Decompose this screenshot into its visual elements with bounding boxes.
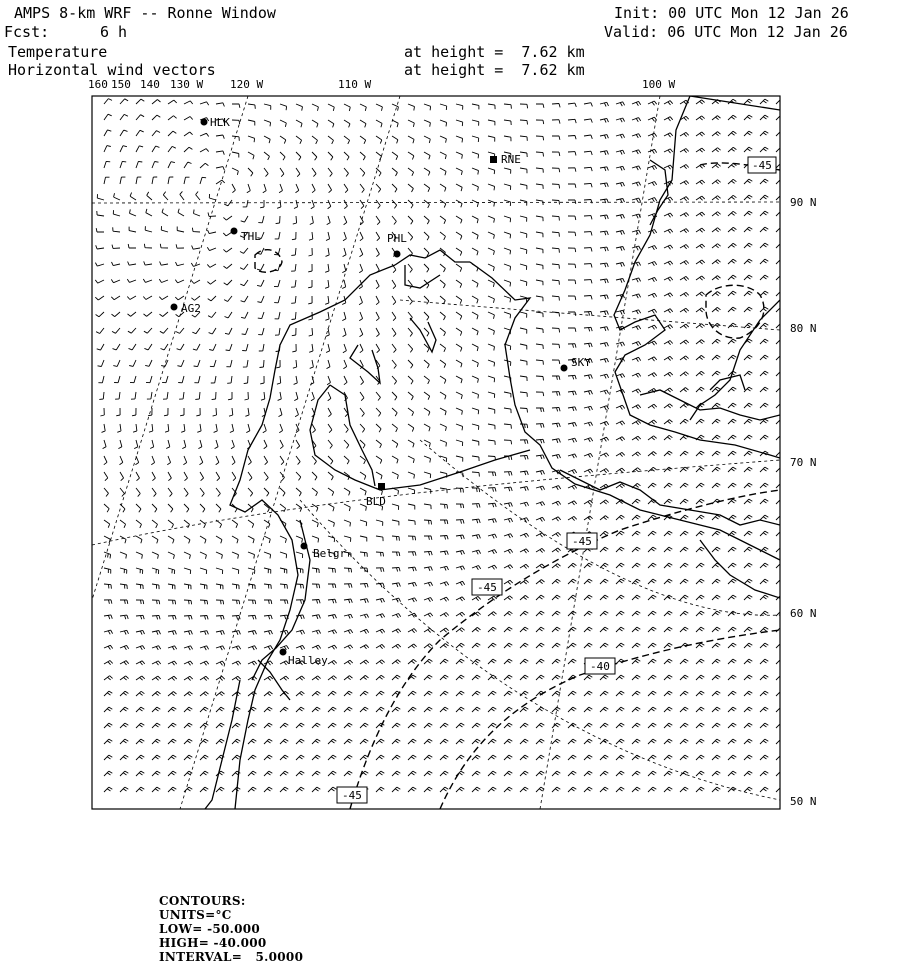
field-name-temperature: Temperature — [8, 43, 108, 61]
station-halley — [280, 649, 329, 668]
parallel-90 — [92, 202, 780, 203]
svg-text:RNE: RNE — [501, 153, 521, 166]
interval-value: INTERVAL= 5.0000 — [158, 950, 304, 964]
station-phl — [387, 232, 407, 258]
init-time: Init: 00 UTC Mon 12 Jan 26 — [614, 4, 849, 22]
graticule — [92, 96, 780, 809]
map-title: AMPS 8-km WRF -- Ronne Window — [14, 4, 276, 22]
contour-minus45-a — [350, 490, 780, 809]
contour-minus40 — [440, 630, 780, 809]
forecast-hours: 6 h — [100, 23, 128, 41]
high-value: HIGH= -40.000 — [158, 936, 267, 950]
lon-label-150: 150 — [111, 78, 131, 91]
svg-text:-45: -45 — [342, 789, 362, 802]
low-value: LOW= -50.000 — [158, 922, 261, 936]
svg-text:HLK: HLK — [210, 116, 230, 129]
contour-labels — [337, 157, 776, 803]
lon-label-140: 140 — [140, 78, 160, 91]
units-label: UNITS=°C — [158, 908, 232, 922]
field-name-wind: Horizontal wind vectors — [8, 61, 216, 79]
parallel-70 — [92, 460, 780, 545]
station-thl — [231, 228, 262, 244]
field-height-1: at height = 7.62 km — [404, 43, 585, 61]
contour-label-5 — [337, 787, 367, 803]
forecast-label: Fcst: — [4, 23, 50, 41]
contour-label-3 — [472, 579, 502, 595]
valid-time: Valid: 06 UTC Mon 12 Jan 26 — [604, 23, 848, 41]
svg-text:PHL: PHL — [387, 232, 407, 245]
lon-label-160: 160 — [88, 78, 108, 91]
contour-label-2 — [567, 533, 597, 549]
lat-label-80: 80 N — [790, 322, 817, 335]
lat-label-60: 60 N — [790, 607, 817, 620]
svg-text:AG2: AG2 — [181, 302, 201, 315]
contour-legend — [150, 880, 313, 964]
meridian-100 — [540, 96, 660, 809]
wind-barbs — [95, 99, 784, 792]
svg-text:BLD: BLD — [366, 495, 386, 508]
lat-label-50: 50 N — [790, 795, 817, 808]
svg-text:Halley: Halley — [288, 654, 328, 667]
contour-small-closed — [255, 250, 282, 273]
station-ag2 — [171, 302, 201, 315]
svg-text:THL: THL — [241, 230, 261, 243]
lat-label-90: 90 N — [790, 196, 817, 209]
svg-text:-45: -45 — [477, 581, 497, 594]
svg-text:-40: -40 — [590, 660, 610, 673]
parallel-50 — [300, 500, 780, 800]
field-height-2: at height = 7.62 km — [404, 61, 585, 79]
lon-label-110: 110 W — [338, 78, 372, 91]
svg-text:SKY: SKY — [571, 356, 591, 369]
contours-label: CONTOURS: — [158, 894, 246, 908]
station-sky — [561, 356, 592, 372]
contour-label-1 — [748, 157, 776, 173]
wind-vector-field — [95, 99, 784, 792]
svg-text:-45: -45 — [752, 159, 772, 172]
lon-label-100: 100 W — [642, 78, 676, 91]
svg-text:-45: -45 — [572, 535, 592, 548]
lon-label-120: 120 W — [230, 78, 264, 91]
station-bld — [366, 483, 386, 508]
meridian-120 — [92, 96, 248, 600]
lat-label-70: 70 N — [790, 456, 817, 469]
svg-text:Belgr: Belgr — [313, 547, 347, 560]
parallel-80 — [400, 300, 780, 330]
contour-label-4 — [585, 658, 615, 674]
lon-label-130: 130 W — [170, 78, 204, 91]
